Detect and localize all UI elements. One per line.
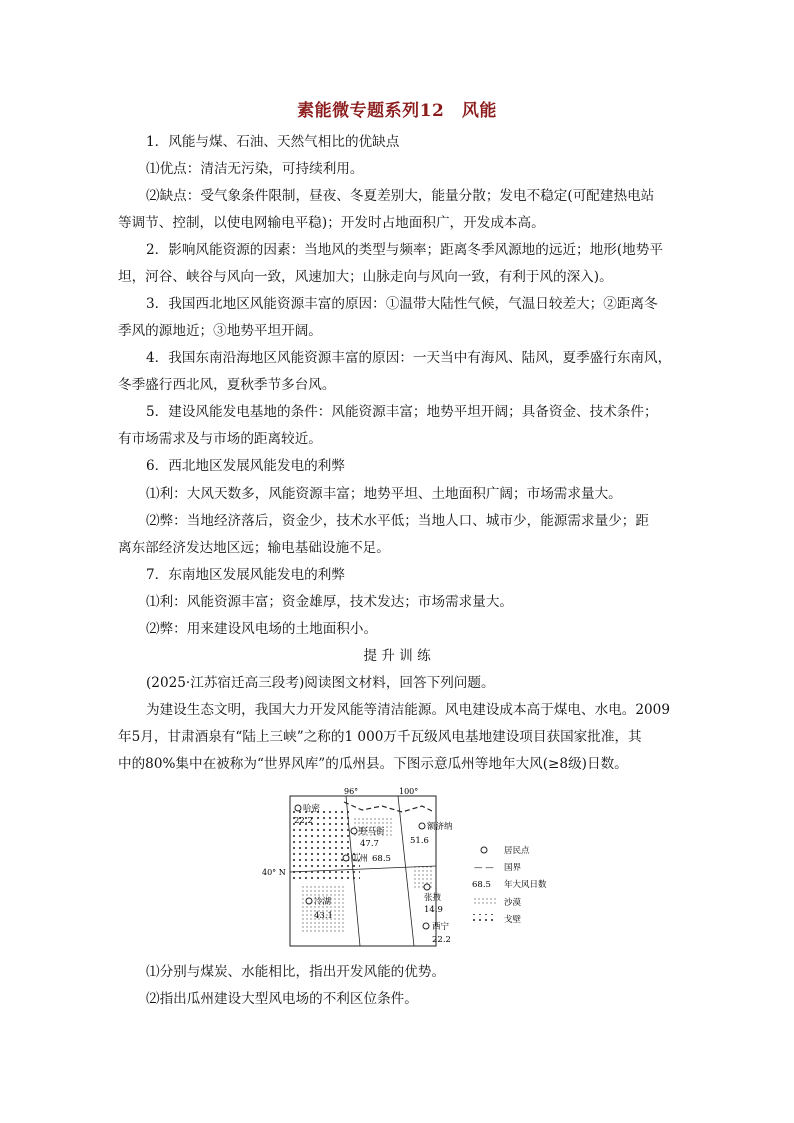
legend-border-symbol: — — — [474, 863, 494, 873]
map-legend — [472, 845, 547, 925]
svg-text:47.7: 47.7 — [360, 839, 379, 849]
svg-text:冷湖: 冷湖 — [314, 897, 332, 907]
desert-area — [412, 864, 434, 888]
item-3: 3．我国西北地区风能资源丰富的原因：①温带大陆性气候，气温日较差大；②距离冬 — [146, 296, 658, 312]
legend-gobi-swatch — [472, 914, 496, 923]
legend-days-symbol: 68.5 — [472, 880, 491, 890]
item-1-heading: 1．风能与煤、石油、天然气相比的优缺点 — [146, 134, 400, 150]
item-5: 5．建设风能发电基地的条件：风能资源丰富；地势平坦开阔；具备资金、技术条件； — [146, 404, 658, 420]
item-1-advantage: ⑴优点：清洁无污染，可持续利用。 — [146, 161, 364, 177]
lon-label-96: 96° — [344, 787, 359, 796]
svg-text:51.6: 51.6 — [410, 836, 429, 846]
svg-text:68.5: 68.5 — [372, 854, 391, 864]
svg-text:西宁: 西宁 — [432, 922, 450, 932]
question-2: ⑵指出瓜州建设大型风电场的不利区位条件。 — [146, 991, 418, 1007]
item-5-cont: 有市场需求及与市场的距离较近。 — [118, 431, 322, 447]
item-4-cont: 冬季盛行西北风，夏秋季节多台风。 — [118, 377, 336, 393]
wind-days-map — [262, 786, 562, 948]
legend-settlement-symbol — [481, 847, 487, 853]
lat-label-40n: 40° N — [262, 868, 286, 877]
svg-text:22.2: 22.2 — [432, 935, 451, 945]
item-7-pros: ⑴利：风能资源丰富；资金雄厚，技术发达；市场需求量大。 — [146, 594, 514, 610]
place-guazhou — [343, 853, 391, 864]
item-7-cons: ⑵弊：用来建设风电场的土地面积小。 — [146, 621, 378, 637]
section-title: 提 升 训 练 — [363, 648, 431, 664]
lon-label-100: 100° — [399, 787, 419, 796]
svg-text:哈密: 哈密 — [303, 804, 321, 814]
passage-line-3: 中的80%集中在被称为“世界风库”的瓜州县。下图示意瓜州等地年大风(≥8级)日数。 — [118, 756, 628, 772]
item-4: 4．我国东南沿海地区风能资源丰富的原因：一天当中有海风、陆风，夏季盛行东南风， — [146, 350, 672, 366]
svg-text:野马街: 野马街 — [359, 827, 385, 837]
legend-border: 国界 — [504, 863, 522, 873]
legend-gobi: 戈壁 — [504, 915, 522, 925]
exercise-source: (2025·江苏宿迁高三段考)阅读图文材料，回答下列问题。 — [146, 675, 495, 691]
svg-text:22.2: 22.2 — [294, 816, 313, 826]
legend-days: 年大风日数 — [504, 880, 547, 890]
svg-text:张掖: 张掖 — [424, 893, 442, 903]
desert-area — [302, 884, 346, 932]
svg-text:额济纳: 额济纳 — [427, 822, 453, 832]
item-7-heading: 7．东南地区发展风能发电的利弊 — [146, 567, 345, 583]
gobi-area — [292, 852, 360, 880]
item-6-pros: ⑴利：大风天数多，风能资源丰富；地势平坦、土地面积广阔；市场需求量大。 — [146, 486, 622, 502]
svg-text:14.9: 14.9 — [424, 905, 443, 915]
item-1-disadvantage: ⑵缺点：受气象条件限制，昼夜、冬夏差别大，能量分散；发电不稳定(可配建热电站 — [146, 188, 655, 204]
item-6-cons: ⑵弊：当地经济落后，资金少，技术水平低；当地人口、城市少，能源需求量少；距 — [146, 513, 649, 529]
item-2-cont: 坦，河谷、峡谷与风向一致，风速加大；山脉走向与风向一致，有利于风的深入)。 — [118, 269, 613, 285]
question-1: ⑴分别与煤炭、水能相比，指出开发风能的优势。 — [146, 964, 446, 980]
item-1-disadvantage-cont: 等调节、控制，以使电网输电平稳)；开发时占地面积广，开发成本高。 — [118, 215, 545, 231]
svg-text:瓜州: 瓜州 — [351, 854, 369, 864]
item-3-cont: 季风的源地近；③地势平坦开阔。 — [118, 323, 322, 339]
item-2: 2．影响风能资源的因素：当地风的类型与频率；距离冬季风源地的远近；地形(地势平 — [146, 242, 663, 258]
passage-line-1: 为建设生态文明，我国大力开发风能等清洁能源。风电建设成本高于煤电、水电。2009 — [146, 702, 670, 718]
legend-settlement: 居民点 — [504, 846, 530, 856]
page-title: 素能微专题系列12 风能 — [297, 101, 497, 121]
legend-desert: 沙漠 — [504, 898, 522, 908]
svg-text:43.1: 43.1 — [314, 911, 333, 921]
legend-desert-swatch — [472, 897, 496, 906]
passage-line-2: 年5月，甘肃酒泉有“陆上三峡”之称的1 000万千瓦级风电基地建设项目获国家批准，其 — [118, 729, 642, 745]
item-6-cons-cont: 离东部经济发达地区远；输电基础设施不足。 — [118, 540, 390, 556]
item-6-heading: 6．西北地区发展风能发电的利弊 — [146, 458, 345, 474]
